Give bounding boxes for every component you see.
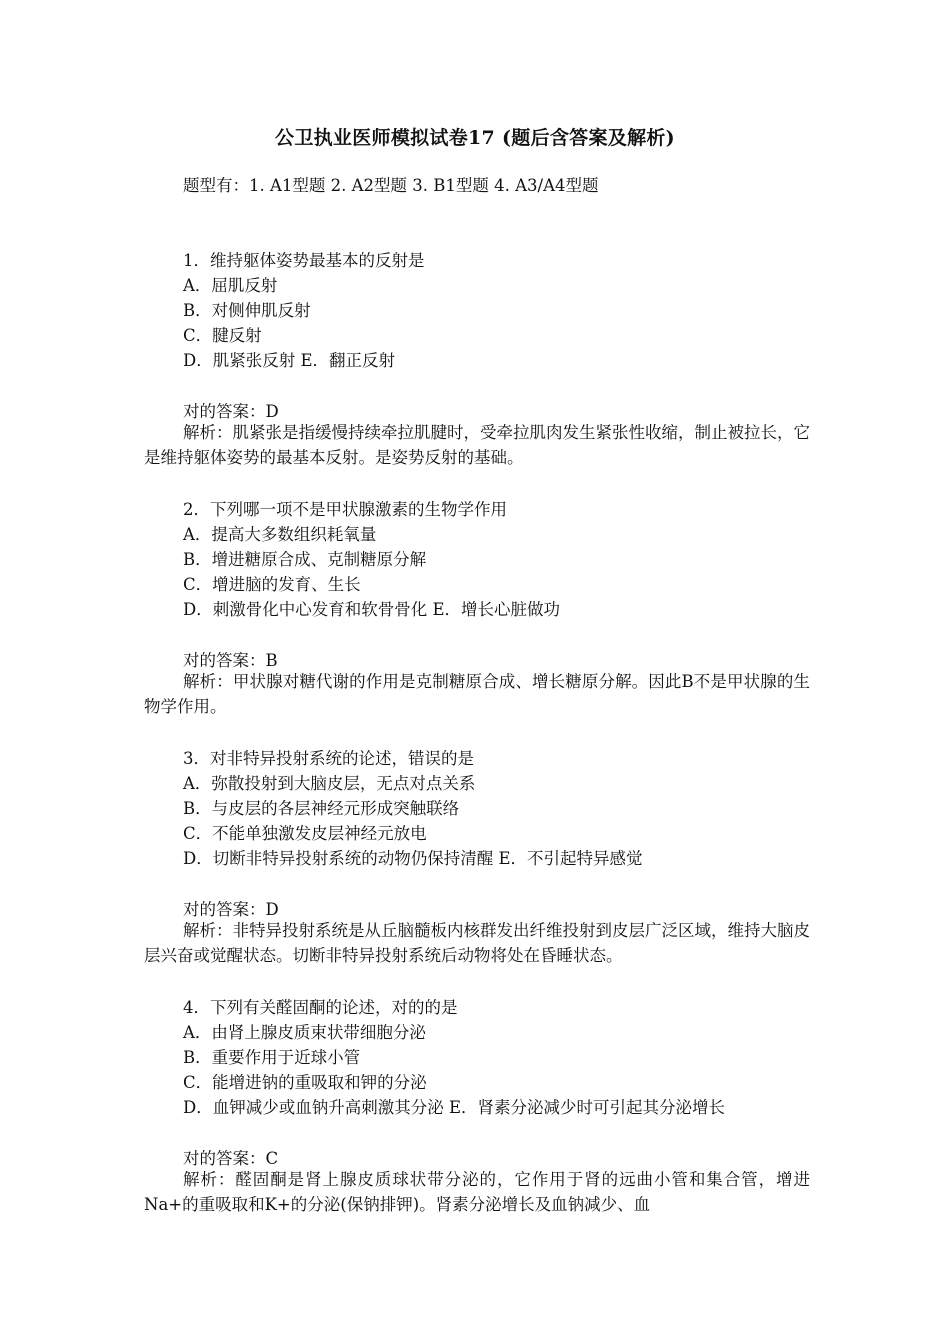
question-3-option-de: D．切断非特异投射系统的动物仍保持清醒 E．不引起特异感觉 bbox=[183, 849, 643, 868]
question-1-option-c: C．腱反射 bbox=[183, 326, 262, 345]
question-3-option-c: C．不能单独激发皮层神经元放电 bbox=[183, 824, 427, 843]
question-4-option-de: D．血钾减少或血钠升高刺激其分泌 E．肾素分泌减少时可引起其分泌增长 bbox=[183, 1098, 726, 1117]
question-3-answer: 对的答案：D bbox=[183, 900, 279, 919]
question-2-option-a: A．提高大多数组织耗氧量 bbox=[183, 525, 377, 544]
question-3-stem: 3．对非特异投射系统的论述，错误的是 bbox=[183, 749, 474, 768]
question-1-answer: 对的答案：D bbox=[183, 402, 279, 421]
question-2-option-b: B．增进糖原合成、克制糖原分解 bbox=[183, 550, 427, 569]
question-1-stem: 1．维持躯体姿势最基本的反射是 bbox=[183, 251, 425, 270]
question-3-analysis: 解析：非特异投射系统是从丘脑髓板内核群发出纤维投射到皮层广泛区域，维持大脑皮层兴奋或觉醒状态。切断非特异投射系统后动物将处在昏睡状态。 bbox=[144, 921, 810, 965]
question-1-analysis: 解析：肌紧张是指缓慢持续牵拉肌腱时，受牵拉肌肉发生紧张性收缩，制止被拉长，它是维持躯体姿势的最基本反射。是姿势反射的基础。 bbox=[144, 423, 810, 467]
question-4-analysis: 解析：醛固酮是肾上腺皮质球状带分泌的，它作用于肾的远曲小管和集合管，增进Na+的重吸取和K+的分泌(保钠排钾)。肾素分泌增长及血钠减少、血 bbox=[144, 1170, 810, 1214]
page-title: 公卫执业医师模拟试卷17 (题后含答案及解析) bbox=[275, 127, 675, 149]
question-4-option-c: C．能增进钠的重吸取和钾的分泌 bbox=[183, 1073, 427, 1092]
question-1-option-b: B．对侧伸肌反射 bbox=[183, 301, 311, 320]
question-2-option-de: D．刺激骨化中心发育和软骨骨化 E．增长心脏做功 bbox=[183, 600, 561, 619]
question-1-option-de: D．肌紧张反射 E．翻正反射 bbox=[183, 351, 396, 370]
question-4-option-a: A．由肾上腺皮质束状带细胞分泌 bbox=[183, 1023, 426, 1042]
question-2-option-c: C．增进脑的发育、生长 bbox=[183, 575, 361, 594]
question-1-option-a: A．屈肌反射 bbox=[183, 276, 278, 295]
question-4-option-b: B．重要作用于近球小管 bbox=[183, 1048, 361, 1067]
question-4-stem: 4．下列有关醛固酮的论述，对的的是 bbox=[183, 998, 458, 1017]
question-3-option-b: B．与皮层的各层神经元形成突触联络 bbox=[183, 799, 460, 818]
question-2-analysis: 解析：甲状腺对糖代谢的作用是克制糖原合成、增长糖原分解。因此B不是甲状腺的生物学作用。 bbox=[144, 672, 810, 716]
question-2-answer: 对的答案：B bbox=[183, 651, 278, 670]
question-4-answer: 对的答案：C bbox=[183, 1149, 279, 1168]
question-2-stem: 2．下列哪一项不是甲状腺激素的生物学作用 bbox=[183, 500, 507, 519]
question-types: 题型有：1. A1型题 2. A2型题 3. B1型题 4. A3/A4型题 bbox=[183, 176, 599, 195]
question-3-option-a: A．弥散投射到大脑皮层，无点对点关系 bbox=[183, 774, 476, 793]
